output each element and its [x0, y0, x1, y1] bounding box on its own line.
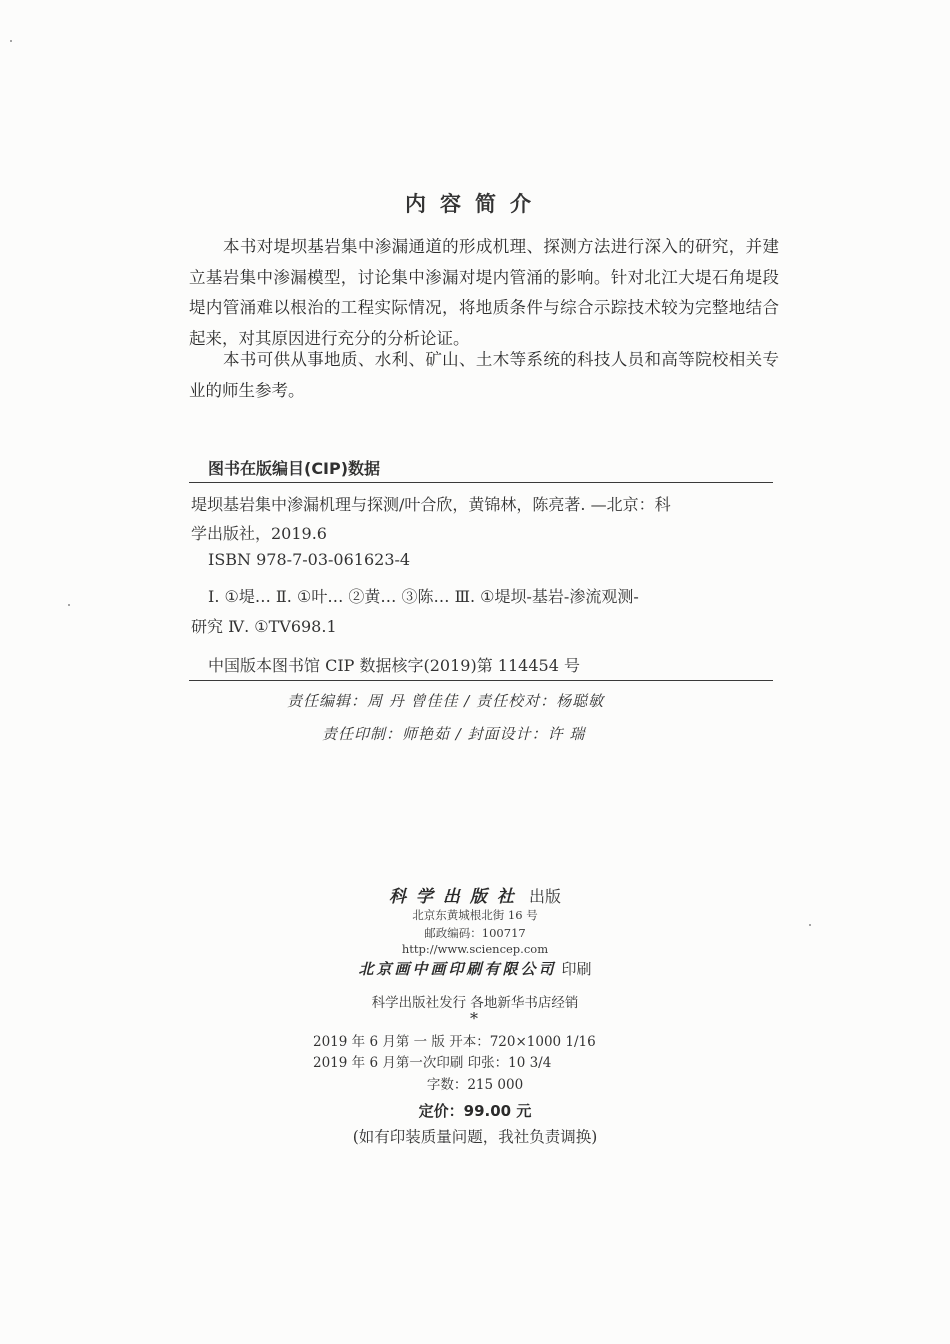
intro-paragraph-2: 本书可供从事地质、水利、矿山、土木等系统的科技人员和高等院校相关专业的师生参考。	[189, 350, 779, 400]
cip-line-classification: Ⅰ. ①堤… Ⅱ. ①叶… ②黄… ③陈… Ⅲ. ①堤坝-基岩-渗流观测-	[208, 587, 639, 606]
cip-bottom-rule	[189, 680, 773, 681]
quality-notice: (如有印装质量问题，我社负责调换)	[352, 1128, 598, 1146]
staff-line-printing: 责任印制：师艳茹 / 封面设计：许 瑞	[322, 725, 586, 743]
cip-heading: 图书在版编目(CIP)数据	[208, 459, 381, 478]
publisher-website: http://www.sciencep.com	[401, 942, 549, 956]
publisher-line	[0, 882, 950, 907]
printer-name: 北京画中画印刷有限公司	[358, 960, 557, 978]
cip-top-rule	[189, 482, 773, 483]
distribution-line: 科学出版社发行 各地新华书店经销	[371, 995, 579, 1011]
intro-paragraph-1: 本书对堤坝基岩集中渗漏通道的形成机理、探测方法进行深入的研究，并建立基岩集中渗漏模型，讨论集中渗漏对堤内管涌的影响。针对北江大堤石角堤段堤内管涌难以根治的工程实际情况，将地质条件与综合示踪技术较为完整地结合起来，对其原因进行充分的分析论证。	[189, 237, 779, 348]
publisher-postcode: 邮政编码：100717	[424, 926, 526, 940]
word-count: 字数：215 000	[426, 1077, 524, 1093]
printer-suffix: 印刷	[561, 960, 592, 978]
price: 定价：99.00 元	[418, 1102, 532, 1120]
cip-isbn: ISBN 978-7-03-061623-4	[208, 550, 411, 569]
cip-line-1: 堤坝基岩集中渗漏机理与探测/叶合欣，黄锦林，陈亮著. —北京：科	[191, 495, 671, 514]
edition-line-2: 2019 年 6 月第一次印刷 印张：10 3/4	[313, 1055, 552, 1071]
edition-line-1: 2019 年 6 月第 一 版 开本：720×1000 1/16	[313, 1034, 596, 1050]
intro-title: 内容简介	[405, 192, 545, 216]
cip-line-2: 学出版社，2019.6	[191, 524, 327, 543]
publisher-address: 北京东黄城根北街 16 号	[412, 908, 538, 922]
cip-line-classification-2: 研究 Ⅳ. ①TV698.1	[191, 617, 337, 636]
cip-number: 中国版本图书馆 CIP 数据核字(2019)第 114454 号	[208, 656, 580, 675]
scan-speck	[809, 924, 811, 926]
separator-asterisk: *	[470, 1009, 478, 1028]
staff-line-editors: 责任编辑：周 丹 曾佳佳 / 责任校对：杨聪敏	[287, 692, 605, 710]
publisher-suffix: 出版	[529, 887, 562, 906]
scan-speck	[68, 604, 70, 606]
scan-speck	[10, 40, 12, 42]
publisher-name: 科学出版社	[388, 887, 524, 907]
printer-line	[0, 958, 950, 979]
